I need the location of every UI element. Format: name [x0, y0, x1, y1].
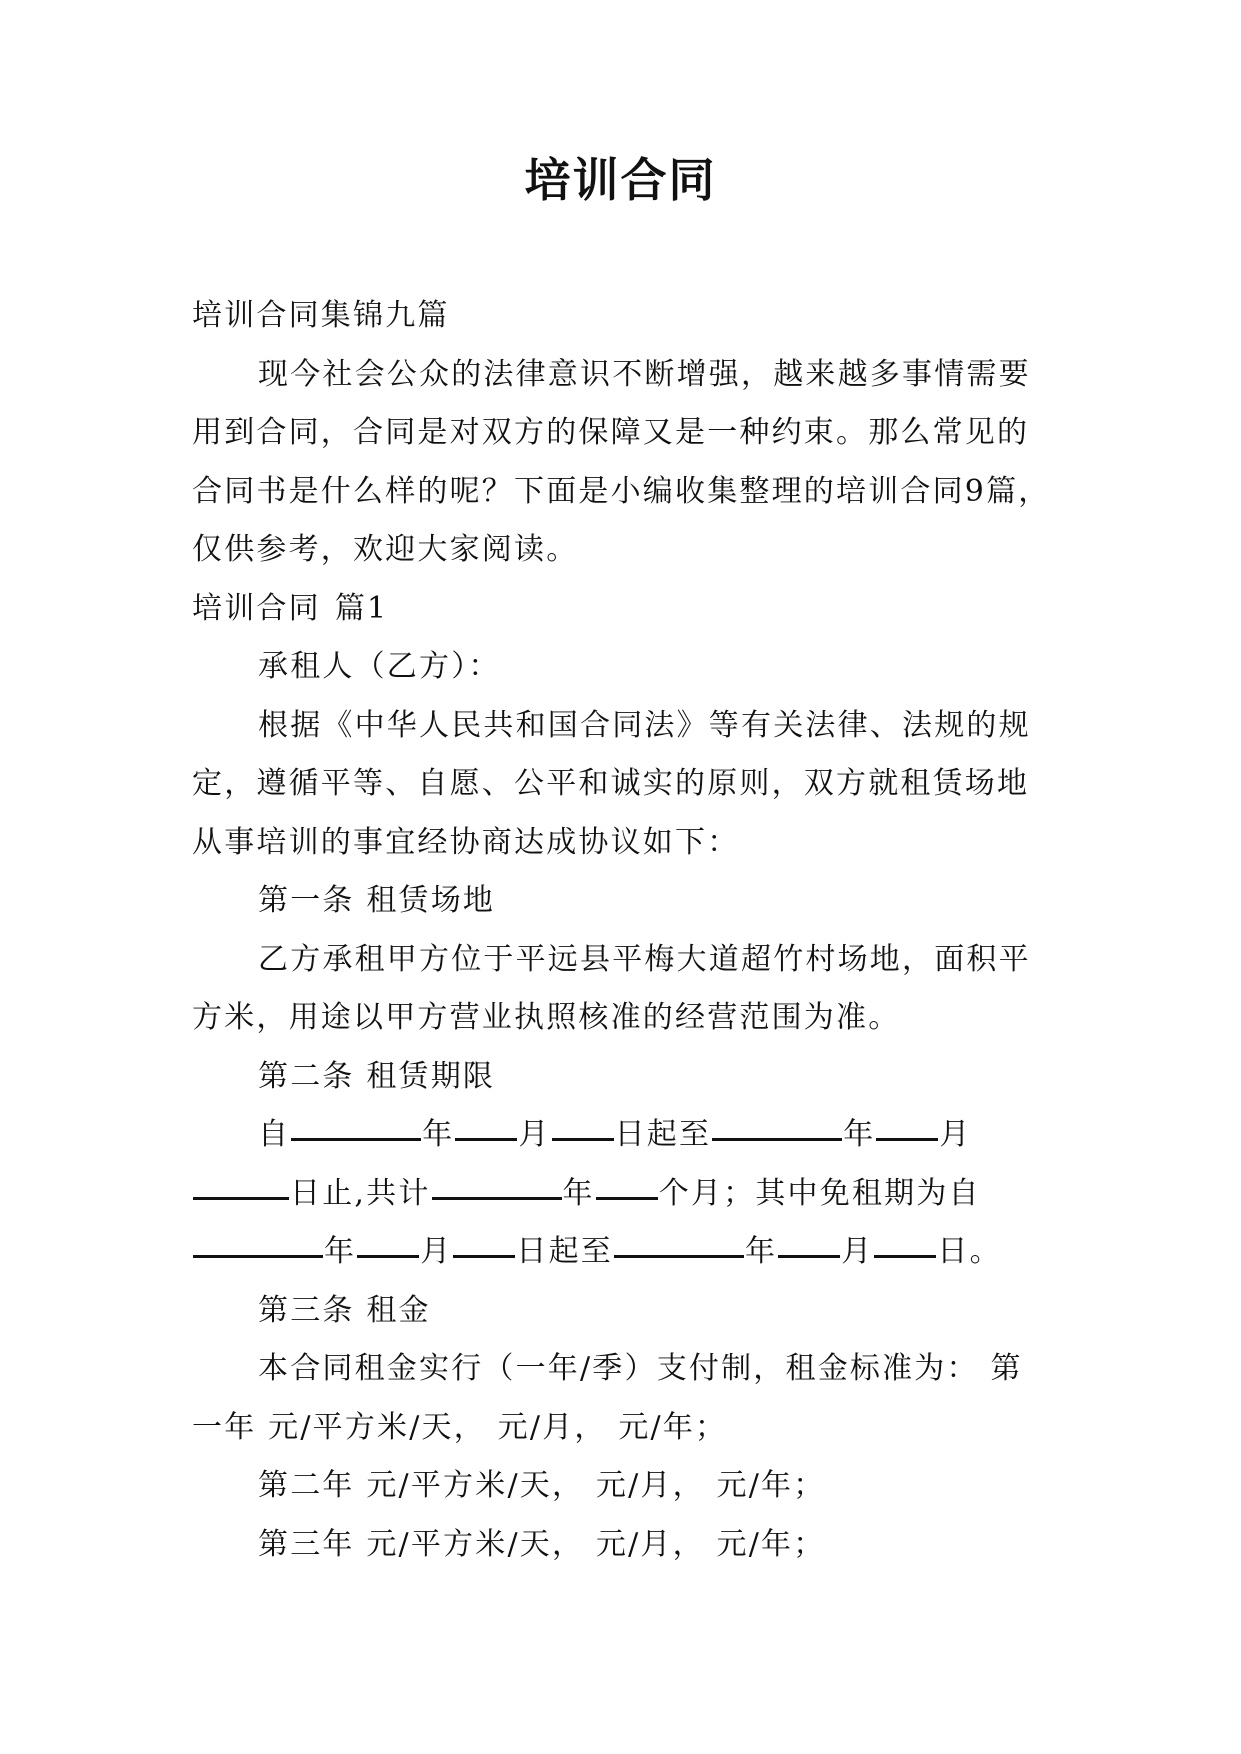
- text-month: 月: [518, 1117, 551, 1152]
- article2-heading: 第二条 租赁期限: [258, 1058, 496, 1094]
- text-months-free: 个月；其中免租期为自: [658, 1175, 981, 1211]
- text-year: 年: [422, 1117, 455, 1152]
- blank-start-day[interactable]: [552, 1138, 614, 1141]
- year3-text: 第三年 元/平方米/天， 元/月， 元/年；: [258, 1526, 826, 1562]
- blank-total-months[interactable]: [596, 1197, 658, 1200]
- blank-free-start-month[interactable]: [357, 1255, 419, 1258]
- blank-free-end-day[interactable]: [874, 1255, 936, 1258]
- section-heading: [192, 580, 1054, 639]
- blank-start-month[interactable]: [455, 1138, 517, 1141]
- blank-free-start-year[interactable]: [193, 1255, 323, 1258]
- text-year: 年: [324, 1234, 357, 1269]
- lessee-line: 承租人（乙方）：: [258, 649, 501, 684]
- text-day-to: 日起至: [614, 1117, 712, 1152]
- blank-free-end-year[interactable]: [614, 1255, 744, 1258]
- blank-total-years[interactable]: [432, 1197, 562, 1200]
- blank-end-day[interactable]: [193, 1197, 289, 1200]
- text-year: 年: [843, 1117, 876, 1152]
- text-day-to: 日起至: [516, 1234, 614, 1269]
- collection-title: 培训合同集锦九篇: [192, 298, 450, 333]
- text-month: 月: [939, 1117, 972, 1152]
- text-year: 年: [562, 1175, 595, 1211]
- article2-text: [192, 1106, 1054, 1282]
- year2-text: 第二年 元/平方米/天， 元/月， 元/年；: [258, 1468, 826, 1503]
- document-body: [192, 287, 1054, 1574]
- text-month: 月: [420, 1234, 453, 1269]
- text-day-end: 日。: [937, 1234, 1002, 1269]
- preamble-paragraph: 根据《中华人民共和国合同法》等有关法律、法规的规定，遵循平等、自愿、公平和诚实的原则，双方就租赁场地从事培训的事宜经协商达成协议如下：: [192, 707, 1031, 860]
- document-title: 培训合同: [524, 153, 717, 207]
- blank-end-month[interactable]: [876, 1138, 938, 1141]
- article3-text: 本合同租金实行（一年/季）支付制，租金标准为： 第一年 元/平方米/天， 元/月， 元/年；: [192, 1351, 1023, 1445]
- article1-heading: 第一条 租赁场地: [258, 883, 496, 918]
- blank-free-end-month[interactable]: [778, 1255, 840, 1258]
- text-from: 自: [258, 1117, 291, 1152]
- text-day-total: 日止,共计: [290, 1175, 431, 1211]
- blank-end-year[interactable]: [712, 1138, 842, 1141]
- blank-free-start-day[interactable]: [453, 1255, 515, 1258]
- article1-text: 乙方承租甲方位于平远县平梅大道超竹村场地，面积平方米，用途以甲方营业执照核准的经营范围为准。: [192, 941, 1031, 1035]
- blank-start-year[interactable]: [291, 1138, 421, 1141]
- text-month: 月: [841, 1234, 874, 1269]
- text-year: 年: [745, 1234, 778, 1269]
- section-heading-number: 篇1: [334, 590, 389, 626]
- section-heading-name: 培训合同: [192, 590, 321, 626]
- article3-heading: 第三条 租金: [258, 1292, 431, 1328]
- intro-paragraph: 现今社会公众的法律意识不断增强，越来越多事情需要用到合同，合同是对双方的保障又是一种约束。那么常见的合同书是什么样的呢？下面是小编收集整理的培训合同9篇，仅供参考，欢迎大家阅读。: [192, 356, 1051, 567]
